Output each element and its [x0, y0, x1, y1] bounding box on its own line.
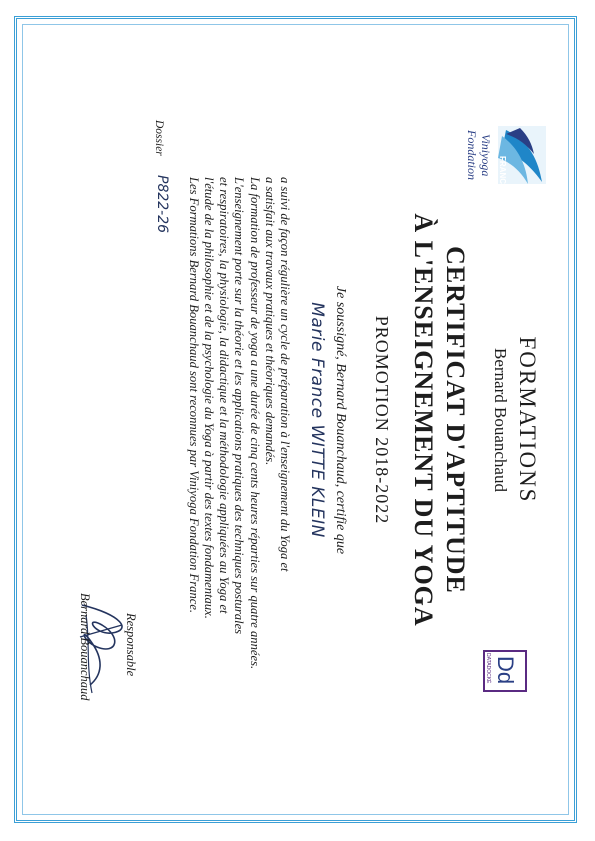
- organization-heading: FORMATIONS: [515, 336, 540, 504]
- vinyoga-line1-text: Viniyoga: [479, 134, 493, 177]
- dossier-label: Dossier: [153, 120, 165, 156]
- recipient-name: Marie France WITTE KLEIN: [307, 302, 327, 538]
- body-line: l'étude de la philosophie et de la psychologie du Yoga à partir des textes fondamentaux.: [201, 177, 216, 619]
- body-line: Les Formations Bernard Bouanchaud sont reconnues par Viniyoga Fondation France.: [186, 177, 201, 614]
- dossier-number: P822-26: [154, 175, 170, 234]
- datadock-letters-text: Dd: [493, 656, 518, 685]
- certificate-body-text: [186, 177, 292, 782]
- body-line: a satisfait aux travaux pratiques et théoriques demandés.: [262, 177, 277, 466]
- body-line: et respiratoires, la physiologie, la didactique et la méthodologie appliquées au Yoga et: [217, 177, 232, 614]
- body-line: a suivi de façon régulière un cycle de préparation à l'enseignement du Yoga et: [278, 177, 292, 572]
- vinyoga-country-text: FRANCE: [498, 156, 507, 190]
- certificate-title-line2: À L'ENSEIGNEMENT DU YOGA: [409, 213, 438, 627]
- organization-name: Bernard Bouanchaud: [491, 348, 510, 492]
- body-line: L'enseignement porte sur la théorie et les applications pratiques des techniques posturales: [232, 177, 247, 635]
- promotion-label: PROMOTION 2018-2022: [372, 315, 392, 525]
- certification-intro: Je soussigné, Bernard Bouanchaud, certifie que: [333, 285, 348, 555]
- body-line: La formation de professeur de yoga a une durée de cinq cents heures réparties sur quatre années.: [247, 177, 262, 670]
- certificate-page: [25, 25, 570, 815]
- signatory-title: Responsable: [124, 613, 138, 677]
- datadock-label-text: DATADOCKÉ: [485, 653, 491, 684]
- certificate-title-line1: CERTIFICAT D'APTITUDE: [441, 246, 470, 594]
- vinyoga-line2-text: Fondation: [465, 130, 479, 180]
- signatory-name: Bernard Bouanchaud: [78, 593, 92, 701]
